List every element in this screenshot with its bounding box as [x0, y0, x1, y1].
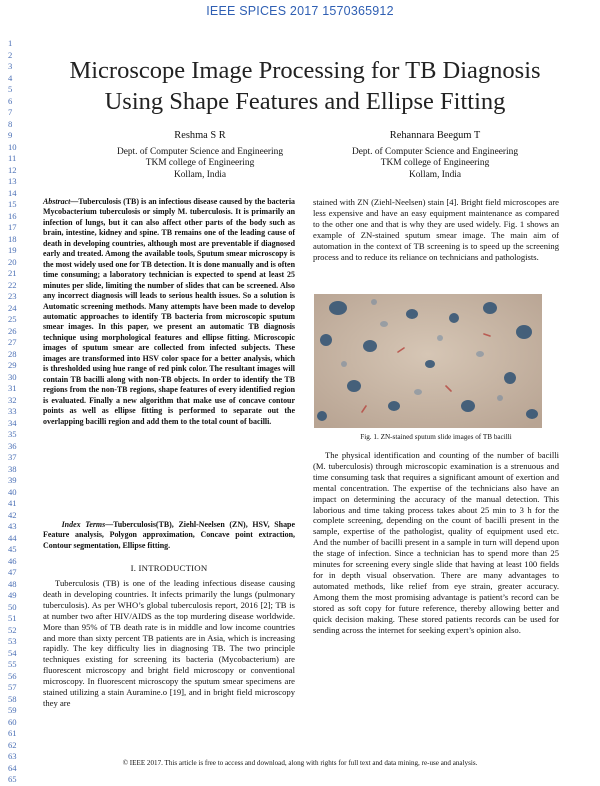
- line-number: 59: [8, 705, 17, 715]
- line-number: 5: [8, 84, 13, 94]
- author-dept: Dept. of Computer Science and Engineering: [351, 146, 519, 157]
- line-number: 16: [8, 210, 17, 221]
- intro-paragraph: Tuberculosis (TB) is one of the leading infectious disease causing death in developing countries. It infects primarily the lungs (pulmonary tuberculosis). As per WHO’s global tuberculosis report, 2016 [2]; TB is at number two after HIV/AIDS as the top murdering disease worldwide. More than 95% of TB death rate is in middle and low income countries and more than sixty percent TB patients are in Asia, which is increasing rapidly. The key difficulty lies in diagnosing TB. The two principle techniques existing for screening its bacteria (Mycobacterium) are fluorescent microscopy and bright field microscopy or conventional microscopy. In fluorescent microscopy the sputum smear specimens are stained utilizing a stain Auramine.o [19], and in bright field microscopy they are: [43, 578, 295, 708]
- title-line-2: Using Shape Features and Ellipse Fitting: [104, 88, 506, 115]
- line-number: 60: [8, 716, 17, 727]
- author-name: Rehannara Beegum T: [389, 130, 481, 141]
- right-column-top: [313, 197, 559, 262]
- line-number: 65: [8, 774, 17, 784]
- author-2: [315, 130, 555, 181]
- line-number: 40: [8, 486, 17, 497]
- title-line-1: Microscope Image Processing for TB Diagnosis: [69, 57, 541, 84]
- line-number: 33: [8, 406, 17, 416]
- conference-header: IEEE SPICES 2017 1570365912: [206, 4, 394, 18]
- line-number: 54: [8, 647, 17, 658]
- line-number: 29: [8, 360, 17, 370]
- line-number: 52: [8, 624, 17, 635]
- line-number: 56: [8, 670, 17, 681]
- paper-title: [40, 55, 570, 117]
- line-number: 63: [8, 751, 17, 761]
- copyright-footer: © IEEE 2017. This article is free to access and download, along with rights for full text and data mining, re-use and analysis.: [122, 759, 478, 767]
- line-number: 1: [8, 38, 13, 48]
- line-number: 61: [8, 728, 17, 738]
- line-number: 42: [8, 509, 17, 520]
- author-place: Kollam, India: [408, 169, 462, 180]
- line-number: 20: [8, 256, 17, 267]
- microscope-image: [314, 294, 542, 428]
- line-number: 26: [8, 325, 17, 336]
- line-number: 38: [8, 463, 17, 474]
- line-number: 9: [8, 130, 13, 140]
- line-number: 25: [8, 314, 17, 324]
- line-number: 64: [8, 762, 17, 773]
- line-number: 23: [8, 291, 17, 301]
- abstract: [43, 197, 295, 427]
- line-number: 62: [8, 739, 17, 750]
- line-number: 34: [8, 417, 17, 428]
- line-number: 27: [8, 337, 17, 347]
- line-number: 21: [8, 268, 17, 278]
- line-number: 46: [8, 555, 17, 566]
- line-number: 24: [8, 302, 17, 313]
- index-terms-label: Index Terms—: [61, 520, 114, 529]
- line-number: 18: [8, 233, 17, 244]
- line-number: 57: [8, 682, 17, 692]
- line-number: 44: [8, 532, 17, 543]
- line-number: 30: [8, 371, 17, 382]
- line-number: 22: [8, 279, 17, 290]
- line-number: 43: [8, 521, 17, 531]
- line-number: 13: [8, 176, 17, 186]
- line-number: 31: [8, 383, 17, 393]
- line-number: 45: [8, 544, 17, 554]
- line-number: 47: [8, 567, 17, 577]
- line-number: 8: [8, 118, 13, 129]
- line-number: 32: [8, 394, 17, 405]
- line-number: 10: [8, 141, 17, 152]
- author-place: Kollam, India: [173, 169, 227, 180]
- author-1: [80, 130, 320, 181]
- line-number: 48: [8, 578, 17, 589]
- right-paragraph: The physical identification and counting of the number of bacilli (M. tuberculosis) through microscopic examination is a strenuous and time consuming task that requires a significant amount of exertion and mental concentration. The expertise of the technicians also have an impact on determining the accuracy of the manual detection. This laborious and time taking process takes about 25 min to 3 h for the complete screening, depending on the count of bacilli present in the sample, expertise of the pathologist, quality of equipment used etc. And the number of bacilli present in a sample in turn will depend upon the stage of infection. Since a technician has to spend more than 25 minutes for screening every single slide that having at least 100 fields for in depth visual observation. There are many advantages to automated methods, like relief from eye strain, greater accuracy. Among them the most promising advantage is patient’s record can be stored as soft copy for future reference, thereby allowing better and quick decision making. These stored patients records can be used for sending across the internet for seeking expert’s opinion also.: [313, 450, 559, 635]
- index-terms: [43, 520, 295, 551]
- line-number: 37: [8, 452, 17, 462]
- line-number: 35: [8, 429, 17, 439]
- index-terms-text: Tuberculosis(TB), Ziehl-Neelsen (ZN), HSV, Shape Feature analysis, Polygon approximation, Concave point extraction, Contour segmentation, Ellipse fitting.: [43, 520, 295, 550]
- line-number: 4: [8, 72, 13, 83]
- introduction-body: [43, 578, 295, 709]
- line-number: 55: [8, 659, 17, 669]
- figure-caption: Fig. 1. ZN-stained sputum slide images of TB bacilli: [360, 433, 512, 441]
- right-paragraph: stained with ZN (Ziehl-Neelsen) stain [4]. Bright field microscopes are less expensive and have an easy equipment maintenance as compared to the other one and that is why they are used widely. Fig. 1 shows an example of ZN-stained sputum smear image. The main aim of automation in the context of TB screening is to speed up the screening process and to reduce its reliance on technicians and pathologists.: [313, 197, 559, 262]
- line-number: 3: [8, 61, 13, 71]
- author-name: Reshma S R: [174, 130, 226, 141]
- line-number: 58: [8, 693, 17, 704]
- line-number: 49: [8, 590, 17, 600]
- author-college: TKM college of Engineering: [380, 158, 490, 169]
- line-number: 19: [8, 245, 17, 255]
- figure-sputum-smear-image: [314, 294, 542, 428]
- line-number: 51: [8, 613, 17, 623]
- line-numbers: [8, 38, 26, 786]
- section-heading-introduction: I. INTRODUCTION: [130, 563, 208, 573]
- line-number: 41: [8, 498, 17, 508]
- author-dept: Dept. of Computer Science and Engineering: [116, 146, 284, 157]
- abstract-text: Tuberculosis (TB) is an infectious disease caused by the bacteria Mycobacterium tuberculosis or simply M. tuberculosis. It is primarily an infection of lungs, but it can also affect other parts of the body such as brain, intestine, kidney and spine. TB remains one of the leading cause of death in developing countries, although most are preventable if diagnosed early and treated. Among the available tools, Sputum smear microscopy is the most widely used one for TB detection. It is done manually and is often time consuming; a laboratory technician is expected to spend at least 25 minutes per slide, limiting the number of slides that can be screened. Also any incorrect diagnosis will leads to serious health issues. So a solution is Automatic screening methods. Many attempts have been made to develop automatic approaches to identify TB bacteria from microscopic sputum smear images. In this paper, we present an automatic TB diagnosis technique using morphological features and ellipse fitting. Microscopic images of sputum smear are collected from infected subjects. These images are transformed into HSV color space for a better analysis, which is thresholded using hue range of red pink color. The resultant images will contain TB bacilli along with non-TB objects. In order to identify the TB regions from the non-TB regions, shape features of every identified region is evaluated. Finally a new algorithm that make use of concave contour points as well as ellipse fitting is performed to separate out the overlapping bacilli region and add them to the total count of bacilli.: [43, 197, 295, 426]
- line-number: 50: [8, 601, 17, 612]
- abstract-label: Abstract—: [43, 197, 79, 206]
- line-number: 15: [8, 199, 17, 209]
- line-number: 2: [8, 49, 13, 60]
- line-number: 12: [8, 164, 17, 175]
- line-number: 11: [8, 153, 17, 163]
- right-column-body: [313, 450, 559, 635]
- line-number: 28: [8, 348, 17, 359]
- line-number: 7: [8, 107, 13, 117]
- line-number: 53: [8, 636, 17, 646]
- line-number: 39: [8, 475, 17, 485]
- line-number: 36: [8, 440, 17, 451]
- line-number: 14: [8, 187, 17, 198]
- line-number: 6: [8, 95, 13, 106]
- line-number: 17: [8, 222, 17, 232]
- author-college: TKM college of Engineering: [145, 158, 255, 169]
